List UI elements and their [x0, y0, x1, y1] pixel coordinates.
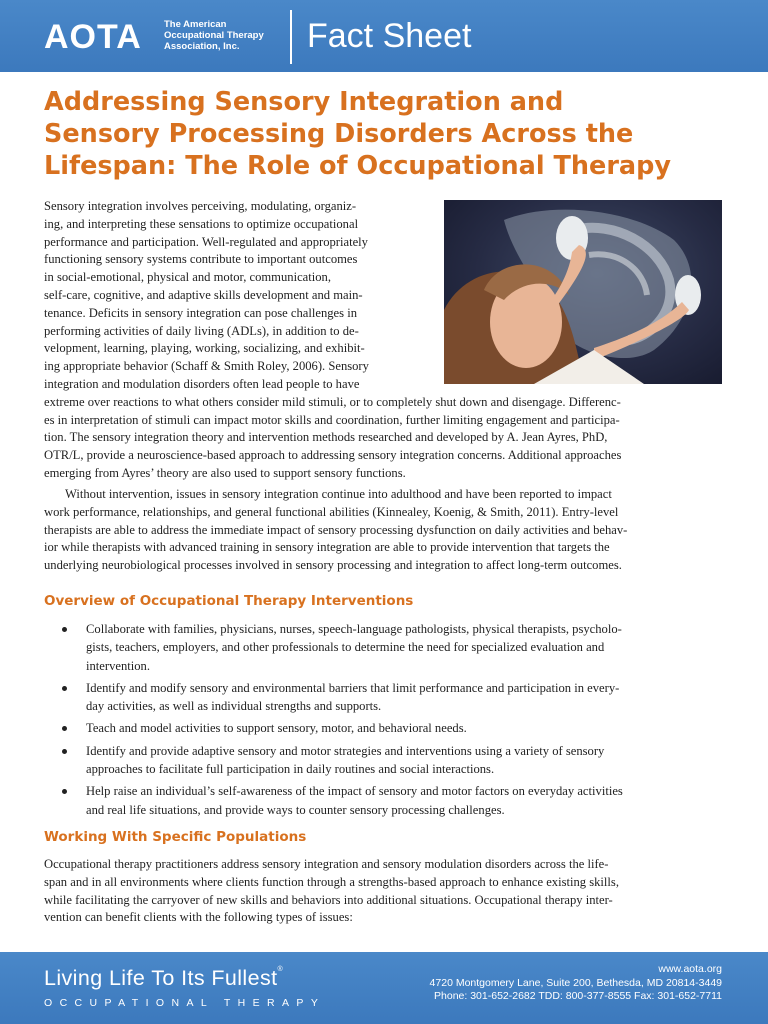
- intro-line: ing appropriate behavior (Schaff & Smith Roley, 2006). Sensory: [44, 359, 369, 374]
- intro-line: OTR/L, provide a neuroscience-based approach to addressing sensory integration concerns. Additional approaches: [44, 448, 622, 463]
- section-heading-populations: Working With Specific Populations: [44, 829, 307, 845]
- intro-line: in social-emotional, physical and motor, communication,: [44, 270, 331, 285]
- footer-tagline: [44, 966, 283, 991]
- populations-line: while facilitating the carryover of new skills and behaviors into additional situations. Occupational therapy inter-: [44, 892, 613, 907]
- intro-line: tion. The sensory integration theory and intervention methods researched and developed by A. Jean Ayres, PhD,: [44, 430, 608, 445]
- bullet-icon: [62, 627, 67, 632]
- second-line: work performance, relationships, and general functional abilities (Kinnealey, Koenig, & Smith, 2011). Entry-level: [44, 504, 619, 519]
- second-line: Without intervention, issues in sensory integration continue into adulthood and have been reported to impact: [65, 487, 612, 501]
- list-item: [62, 719, 722, 737]
- intro-line: emerging from Ayres’ theory are also used to support sensory functions.: [44, 465, 406, 480]
- footer-contact: [430, 963, 722, 1004]
- populations-line: Occupational therapy practitioners address sensory integration and sensory modulation disorders across the life-: [44, 857, 609, 871]
- bullet-line: and real life situations, and provide ways to counter sensory processing challenges.: [86, 802, 505, 817]
- bullet-line: Help raise an individual’s self-awareness of the impact of sensory and motor factors on everyday activities: [86, 784, 623, 799]
- aota-logo: AOTA: [44, 18, 142, 56]
- org-line: Occupational Therapy: [164, 30, 264, 41]
- intro-line: Sensory integration involves perceiving, modulating, organiz-: [44, 199, 357, 213]
- title-line: Addressing Sensory Integration and: [44, 87, 564, 117]
- populations-line: vention can benefit clients with the following types of issues:: [44, 910, 353, 925]
- title-line: Lifespan: The Role of Occupational Therapy: [44, 151, 671, 181]
- bullet-line: Teach and model activities to support sensory, motor, and behavioral needs.: [86, 721, 467, 736]
- org-name: [164, 19, 264, 52]
- second-line: underlying neurobiological processes involved in sensory processing and integration to affect long-term outcomes.: [44, 558, 622, 573]
- populations-paragraph: [44, 856, 619, 927]
- bullet-line: Identify and modify sensory and environmental barriers that limit performance and participation in every-: [86, 680, 620, 695]
- populations-line: span and in all environments where clients function through a strengths-based approach to enhance existing skills,: [44, 874, 619, 889]
- page-title: [44, 86, 734, 182]
- bullet-line: approaches to facilitate full participation in daily routines and social interactions.: [86, 762, 495, 777]
- org-line: The American: [164, 19, 227, 30]
- list-item: [62, 620, 722, 675]
- list-item: [62, 679, 722, 716]
- intro-line: extreme over reactions to what others consider mild stimuli, or to completely shut down and disengage. Differenc-: [44, 394, 621, 409]
- registered-mark: ®: [277, 966, 284, 973]
- bullet-line: intervention.: [86, 658, 151, 673]
- phone-text: Phone: 301-652-2682 TDD: 800-377-8555 Fax: 301-652-7711: [434, 990, 722, 1002]
- website-link[interactable]: www.aota.org: [658, 963, 722, 975]
- intro-line: es in interpretation of stimuli can impact motor skills and coordination, further limiting engagement and participa-: [44, 412, 620, 427]
- bullet-line: Identify and provide adaptive sensory and motor strategies and interventions using a variety of sensory: [86, 743, 605, 758]
- org-line: Association, Inc.: [164, 41, 240, 52]
- intro-line: ing, and interpreting these sensations to optimize occupational: [44, 216, 359, 231]
- intro-paragraph: [44, 198, 621, 483]
- tagline-text: Living Life To Its Fullest: [44, 966, 278, 990]
- bullet-line: Collaborate with families, physicians, nurses, speech-language pathologists, physical therapists, psycholo-: [86, 622, 622, 636]
- interventions-list: [62, 620, 722, 823]
- section-heading-interventions: Overview of Occupational Therapy Interventions: [44, 593, 414, 609]
- bullet-icon: [62, 749, 67, 754]
- intro-line: tenance. Deficits in sensory integration can pose challenges in: [44, 305, 357, 320]
- intro-line: functioning sensory systems contribute to important outcomes: [44, 252, 358, 267]
- bullet-icon: [62, 686, 67, 691]
- intro-line: velopment, learning, playing, working, socializing, and exhibit-: [44, 341, 365, 356]
- intro-line: integration and modulation disorders often lead people to have: [44, 376, 360, 391]
- title-line: Sensory Processing Disorders Across the: [44, 119, 634, 149]
- intro-line: self-care, cognitive, and adaptive skills development and main-: [44, 287, 363, 302]
- header-divider: [290, 10, 292, 64]
- address-text: 4720 Montgomery Lane, Suite 200, Bethesda, MD 20814-3449: [429, 976, 722, 989]
- bullet-line: day activities, as well as individual strengths and supports.: [86, 699, 382, 714]
- bullet-icon: [62, 789, 67, 794]
- footer-subtagline: OCCUPATIONAL THERAPY: [44, 997, 326, 1009]
- second-paragraph: [44, 486, 627, 575]
- intro-line: performance and participation. Well-regulated and appropriately: [44, 234, 368, 249]
- second-line: ior while therapists with advanced training in sensory integration are able to provide intervention that targets the: [44, 540, 610, 555]
- bullet-icon: [62, 726, 67, 731]
- list-item: [62, 782, 722, 819]
- second-line: therapists are able to address the immediate impact of sensory processing dysfunction on daily activities and behav-: [44, 522, 628, 537]
- intro-line: performing activities of daily living (ADLs), in addition to de-: [44, 323, 359, 338]
- list-item: [62, 742, 722, 779]
- bullet-line: gists, teachers, employers, and other professionals to determine the need for specialized evaluation and: [86, 640, 605, 655]
- section-label: Fact Sheet: [307, 17, 472, 55]
